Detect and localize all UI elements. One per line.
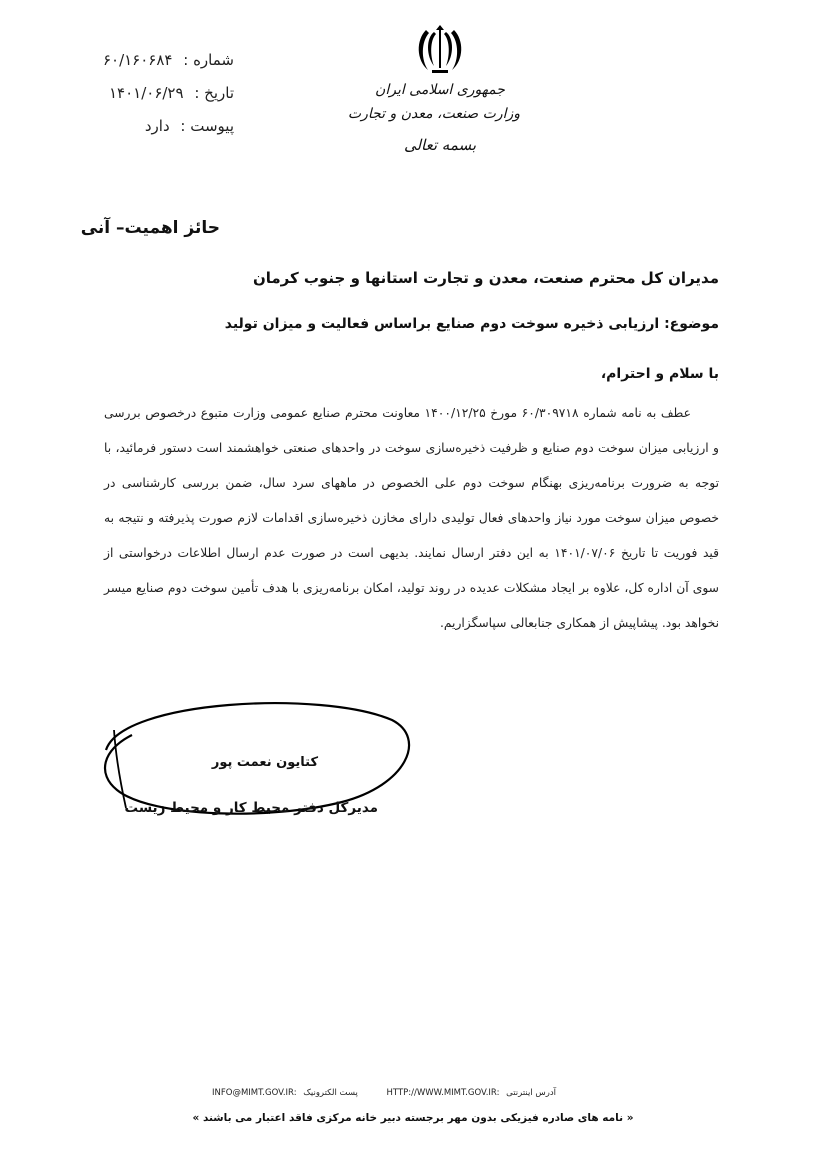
letter-attachment-value: دارد bbox=[144, 117, 170, 135]
recipient: مدیران کل محترم صنعت، معدن و تجارت استانها و جنوب کرمان bbox=[252, 269, 719, 287]
letter-date-value: ۱۴۰۱/۰۶/۲۹ bbox=[108, 84, 184, 102]
ministry-country: جمهوری اسلامی ایران bbox=[375, 82, 505, 98]
ministry-header bbox=[347, 22, 520, 154]
letter-body bbox=[104, 396, 719, 641]
ministry-name: وزارت صنعت، معدن و تجارت bbox=[347, 106, 520, 122]
body-paragraph: عطف به نامه شماره ۶۰/۳۰۹۷۱۸ مورخ ۱۴۰۰/۱۲/۲۵ معاونت محترم صنایع عمومی وزارت متبوع درخصوص بررسی و ارزیابی میزان سوخت دوم صنایع و ظرفیت ذخیره‌سازی سوخت در واحدهای صنعتی خواهشمند است دستور فرمائید، با توجه به ضرورت برنامه‌ریزی بهنگام سوخت دوم علی الخصوص در ماههای سرد سال، ضمن بررسی کارشناسی در خصوص میزان سوخت مورد نیاز واحدهای فعال تولیدی دارای مخازن ذخیره‌سازی اقدامات لازم صورت پذیرفته و نتیجه به قید فوریت تا تاریخ ۱۴۰۱/۰۷/۰۶ به این دفتر ارسال نمایند. بدیهی است در صورت عدم ارسال اطلاعات درخواستی از سوی آن اداره کل، علاوه بر ایجاد مشکلات عدیده در روند تولید، امکان برنامه‌ریزی با هدف تأمین سوخت دوم صنایع میسر نخواهد بود. پیشاپیش از همکاری جنابعالی سپاسگزاریم. bbox=[104, 406, 719, 630]
letter-date-row bbox=[64, 77, 234, 110]
footer-notice: « نامه های صادره فیزیکی بدون مهر برجسته دبیر خانه مرکزی فاقد اعتبار می باشند » bbox=[192, 1112, 634, 1124]
letter-meta bbox=[64, 44, 234, 143]
footer-email: INFO@MIMT.GOV.IR: bbox=[212, 1088, 297, 1098]
basmala: بسمه تعالی bbox=[403, 136, 477, 154]
letter-number-value: ۶۰/۱۶۰۶۸۴ bbox=[102, 51, 173, 69]
letter-number-label: شماره : bbox=[183, 51, 234, 69]
iran-emblem-icon bbox=[412, 22, 468, 78]
footer-website-label: آدرس اینترنتی bbox=[506, 1088, 557, 1098]
letter-attachment-label: پیوست : bbox=[180, 117, 234, 135]
letter-number-row bbox=[64, 44, 234, 77]
footer-website: HTTP://WWW.MIMT.GOV.IR: bbox=[386, 1088, 500, 1098]
urgency-label: حائز اهمیت– آنی bbox=[80, 218, 220, 238]
signer-name: کتایون نعمت پور bbox=[211, 755, 318, 770]
subject: موضوع: ارزیابی ذخیره سوخت دوم صنایع براساس فعالیت و میزان تولید bbox=[224, 316, 719, 332]
greeting: با سلام و احترام، bbox=[600, 366, 719, 382]
letter-attachment-row bbox=[64, 110, 234, 143]
footer-email-label: پست الکترونیک bbox=[303, 1088, 358, 1098]
signer-title: مدیرکل دفتر محیط کار و محیط زیست bbox=[124, 800, 378, 816]
letter-date-label: تاریخ : bbox=[194, 84, 234, 102]
footer-contact bbox=[212, 1088, 632, 1098]
